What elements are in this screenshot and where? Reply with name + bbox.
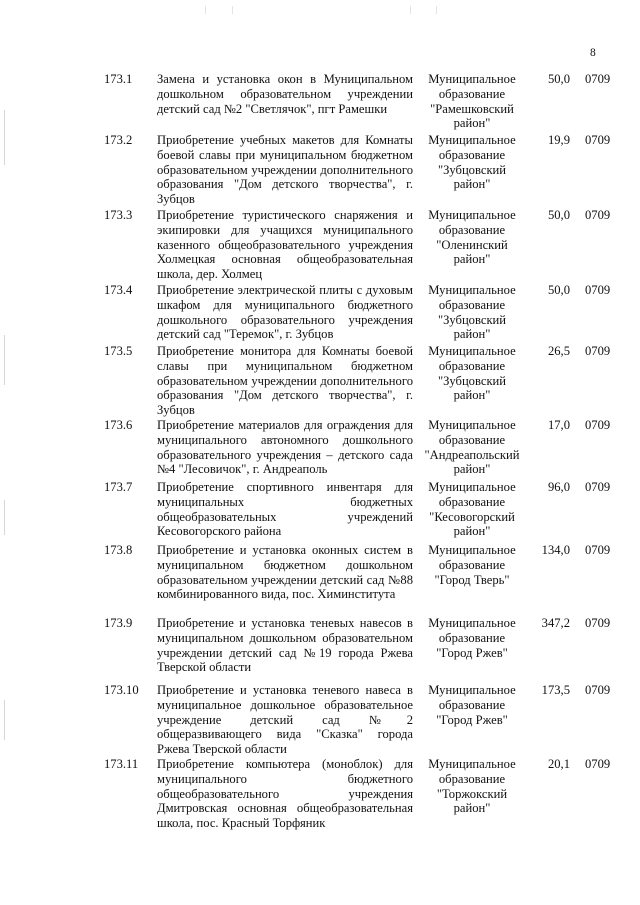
scan-margin-mark	[4, 700, 5, 740]
row-number: 173.4	[104, 283, 133, 297]
row-number: 173.10	[104, 683, 139, 697]
row-description: Приобретение и установка теневых навесов в муниципальном дошкольном образовательном учреждении детский сад №19 города Ржева Тверской области	[157, 616, 413, 675]
row-code: 0709	[585, 616, 611, 630]
row-code: 0709	[585, 757, 611, 771]
row-amount: 20,1	[547, 757, 570, 771]
row-amount: 17,0	[547, 418, 570, 432]
row-description: Приобретение и установка оконных систем в муниципальном бюджетном дошкольном образовательном учреждении детский сад №88 комбинированного вида, пос. Химинститута	[157, 543, 413, 602]
row-code: 0709	[585, 208, 611, 222]
row-amount: 19,9	[547, 133, 570, 147]
row-number: 173.3	[104, 208, 133, 222]
row-amount: 50,0	[547, 283, 570, 297]
row-amount: 96,0	[547, 480, 570, 494]
page-number: 8	[590, 47, 596, 59]
row-code: 0709	[585, 283, 611, 297]
row-description: Приобретение монитора для Комнаты боевой славы при муниципальном бюджетном образовательном учреждении дополнительного образования "Дом детского творчества", г. Зубцов	[157, 344, 413, 418]
row-organization: Муниципальное образование "Кесовогорский район"	[428, 480, 516, 539]
row-organization: Муниципальное образование "Город Ржев"	[428, 683, 516, 727]
row-organization: Муниципальное образование "Андреапольский район"	[424, 418, 520, 477]
row-organization: Муниципальное образование "Зубцовский район"	[428, 283, 516, 342]
scan-margin-mark	[4, 110, 5, 165]
row-code: 0709	[585, 418, 611, 432]
row-description: Приобретение учебных макетов для Комнаты боевой славы при муниципальном бюджетном образовательном учреждении дополнительного образования "Дом детского творчества", г. Зубцов	[157, 133, 413, 207]
row-description: Замена и установка окон в Муниципальном дошкольном образовательном учреждении детский сад №2 "Светлячок", пгт Рамешки	[157, 72, 413, 116]
row-description: Приобретение спортивного инвентаря для муниципальных бюджетных общеобразовательных учреждений Кесовогорского района	[157, 480, 413, 539]
row-description: Приобретение электрической плиты с духовым шкафом для муниципального бюджетного дошкольного образовательного учреждения детский сад "Теремок", г. Зубцов	[157, 283, 413, 342]
row-organization: Муниципальное образование "Город Тверь"	[428, 543, 516, 587]
scan-mark	[205, 6, 206, 14]
row-code: 0709	[585, 344, 611, 358]
row-description: Приобретение и установка теневого навеса в муниципальное дошкольное образовательное учреждение детский сад №2 общеразвивающего вида "Сказка" города Ржева Тверской области	[157, 683, 413, 757]
row-number: 173.6	[104, 418, 133, 432]
row-amount: 50,0	[547, 72, 570, 86]
row-number: 173.9	[104, 616, 133, 630]
row-code: 0709	[585, 683, 611, 697]
row-number: 173.11	[104, 757, 139, 771]
row-code: 0709	[585, 72, 611, 86]
row-code: 0709	[585, 133, 611, 147]
row-organization: Муниципальное образование "Зубцовский район"	[428, 133, 516, 192]
scan-margin-mark	[4, 500, 5, 535]
scan-mark	[436, 6, 437, 14]
scan-margin-mark	[4, 335, 5, 385]
row-organization: Муниципальное образование "Город Ржев"	[428, 616, 516, 660]
row-organization: Муниципальное образование "Зубцовский район"	[428, 344, 516, 403]
row-description: Приобретение материалов для ограждения для муниципального автономного дошкольного образовательного учреждения – детского сада №4 "Лесовичок", г. Андреаполь	[157, 418, 413, 477]
row-organization: Муниципальное образование "Торжокский район"	[428, 757, 516, 816]
row-description: Приобретение компьютера (моноблок) для муниципального бюджетного общеобразовательного учреждения Дмитровская основная общеобразовательная школа, пос. Красный Торфяник	[157, 757, 413, 831]
row-number: 173.1	[104, 72, 133, 86]
row-number: 173.8	[104, 543, 133, 557]
scan-mark	[232, 6, 233, 14]
row-code: 0709	[585, 480, 611, 494]
row-organization: Муниципальное образование "Рамешковский район"	[428, 72, 516, 131]
row-amount: 50,0	[547, 208, 570, 222]
row-code: 0709	[585, 543, 611, 557]
row-number: 173.2	[104, 133, 133, 147]
row-amount: 26,5	[547, 344, 570, 358]
row-description: Приобретение туристического снаряжения и экипировки для учащихся муниципального казенного общеобразовательного учреждения Холмецкая основная общеобразовательная школа, дер. Холмец	[157, 208, 413, 282]
row-number: 173.7	[104, 480, 133, 494]
row-amount: 347,2	[541, 616, 570, 630]
row-organization: Муниципальное образование "Оленинский район"	[428, 208, 516, 267]
row-number: 173.5	[104, 344, 133, 358]
scan-mark	[410, 6, 411, 14]
row-amount: 173,5	[541, 683, 570, 697]
row-amount: 134,0	[541, 543, 570, 557]
